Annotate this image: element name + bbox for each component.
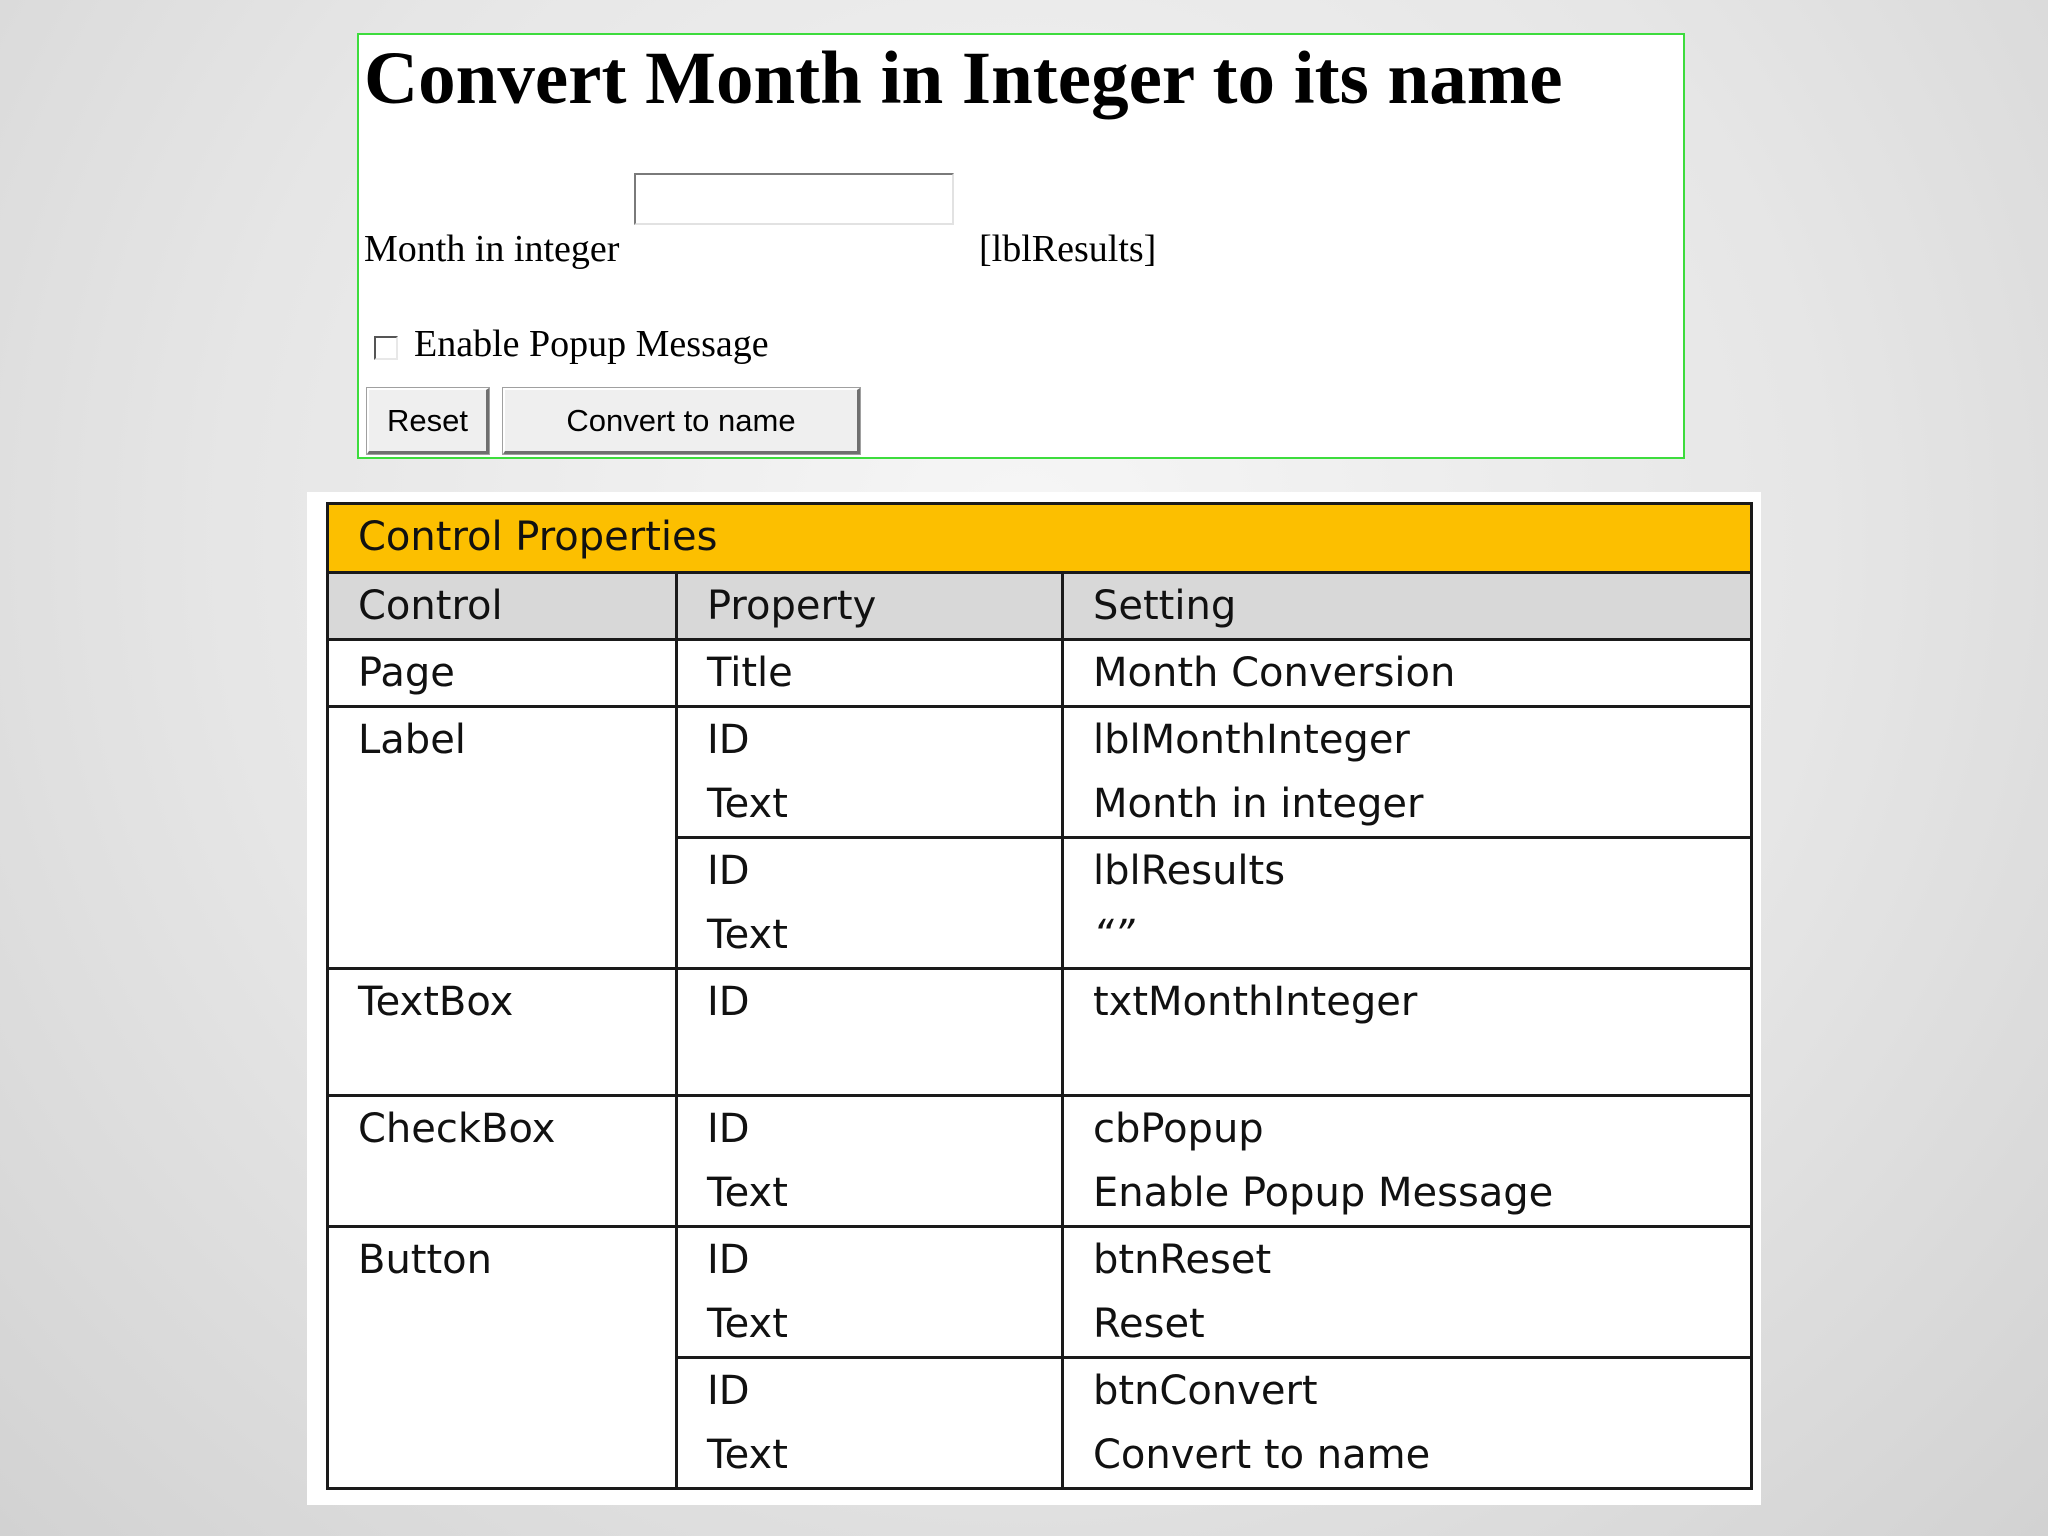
table-row-checkbox xyxy=(328,1096,1752,1227)
table-header-row xyxy=(328,573,1752,640)
table-caption-row xyxy=(328,504,1752,573)
property-cell xyxy=(677,707,1063,838)
setting-item: btnConvert xyxy=(1093,1368,1318,1414)
setting-item: lblResults xyxy=(1093,848,1286,894)
property-cell xyxy=(677,1227,1063,1358)
setting-item: Reset xyxy=(1093,1301,1205,1347)
property-item: ID xyxy=(707,848,750,894)
control-cell: Label xyxy=(328,707,677,969)
table-row-textbox xyxy=(328,969,1752,1096)
setting-item: Month in integer xyxy=(1093,781,1424,827)
month-integer-label: Month in integer xyxy=(364,228,620,270)
month-integer-input[interactable] xyxy=(634,173,954,225)
property-item: ID xyxy=(707,979,750,1025)
setting-item: “” xyxy=(1093,912,1135,958)
property-item: ID xyxy=(707,1106,750,1152)
popup-checkbox-label[interactable]: Enable Popup Message xyxy=(414,323,769,365)
property-cell xyxy=(677,1358,1063,1489)
table-row-page xyxy=(328,640,1752,707)
page-title: Convert Month in Integer to its name xyxy=(364,37,1563,120)
setting-item: Enable Popup Message xyxy=(1093,1170,1554,1216)
popup-checkbox[interactable] xyxy=(374,336,398,360)
setting-cell xyxy=(1063,1227,1752,1358)
property-item: Text xyxy=(707,1301,788,1347)
property-item: ID xyxy=(707,1368,750,1414)
property-item: Text xyxy=(707,1170,788,1216)
setting-item: Convert to name xyxy=(1093,1432,1431,1478)
property-cell: Title xyxy=(677,640,1063,707)
control-cell: Button xyxy=(328,1227,677,1489)
property-cell xyxy=(677,838,1063,969)
setting-cell xyxy=(1063,707,1752,838)
setting-item: lblMonthInteger xyxy=(1093,717,1410,763)
table-row-label xyxy=(328,707,1752,838)
property-item: ID xyxy=(707,717,750,763)
setting-item: txtMonthInteger xyxy=(1093,979,1418,1025)
setting-cell xyxy=(1063,1096,1752,1227)
setting-cell xyxy=(1063,969,1752,1096)
property-cell xyxy=(677,1096,1063,1227)
control-cell: CheckBox xyxy=(328,1096,677,1227)
header-property: Property xyxy=(677,573,1063,640)
control-cell: TextBox xyxy=(328,969,677,1096)
table-caption: Control Properties xyxy=(328,504,1752,573)
control-properties-table xyxy=(326,502,1753,1490)
table-row-button xyxy=(328,1227,1752,1358)
property-item: ID xyxy=(707,1237,750,1283)
results-label: [lblResults] xyxy=(979,228,1157,270)
property-item: Text xyxy=(707,781,788,827)
property-item: Text xyxy=(707,912,788,958)
property-item: Text xyxy=(707,1432,788,1478)
header-setting: Setting xyxy=(1063,573,1752,640)
control-properties-table-container xyxy=(307,492,1761,1505)
web-form-panel xyxy=(357,33,1685,459)
setting-item: btnReset xyxy=(1093,1237,1272,1283)
setting-cell: Month Conversion xyxy=(1063,640,1752,707)
reset-button[interactable]: Reset xyxy=(367,388,489,454)
control-cell: Page xyxy=(328,640,677,707)
setting-cell xyxy=(1063,838,1752,969)
setting-cell xyxy=(1063,1358,1752,1489)
convert-to-name-button[interactable]: Convert to name xyxy=(503,388,860,454)
property-cell xyxy=(677,969,1063,1096)
header-control: Control xyxy=(328,573,677,640)
setting-item: cbPopup xyxy=(1093,1106,1264,1152)
